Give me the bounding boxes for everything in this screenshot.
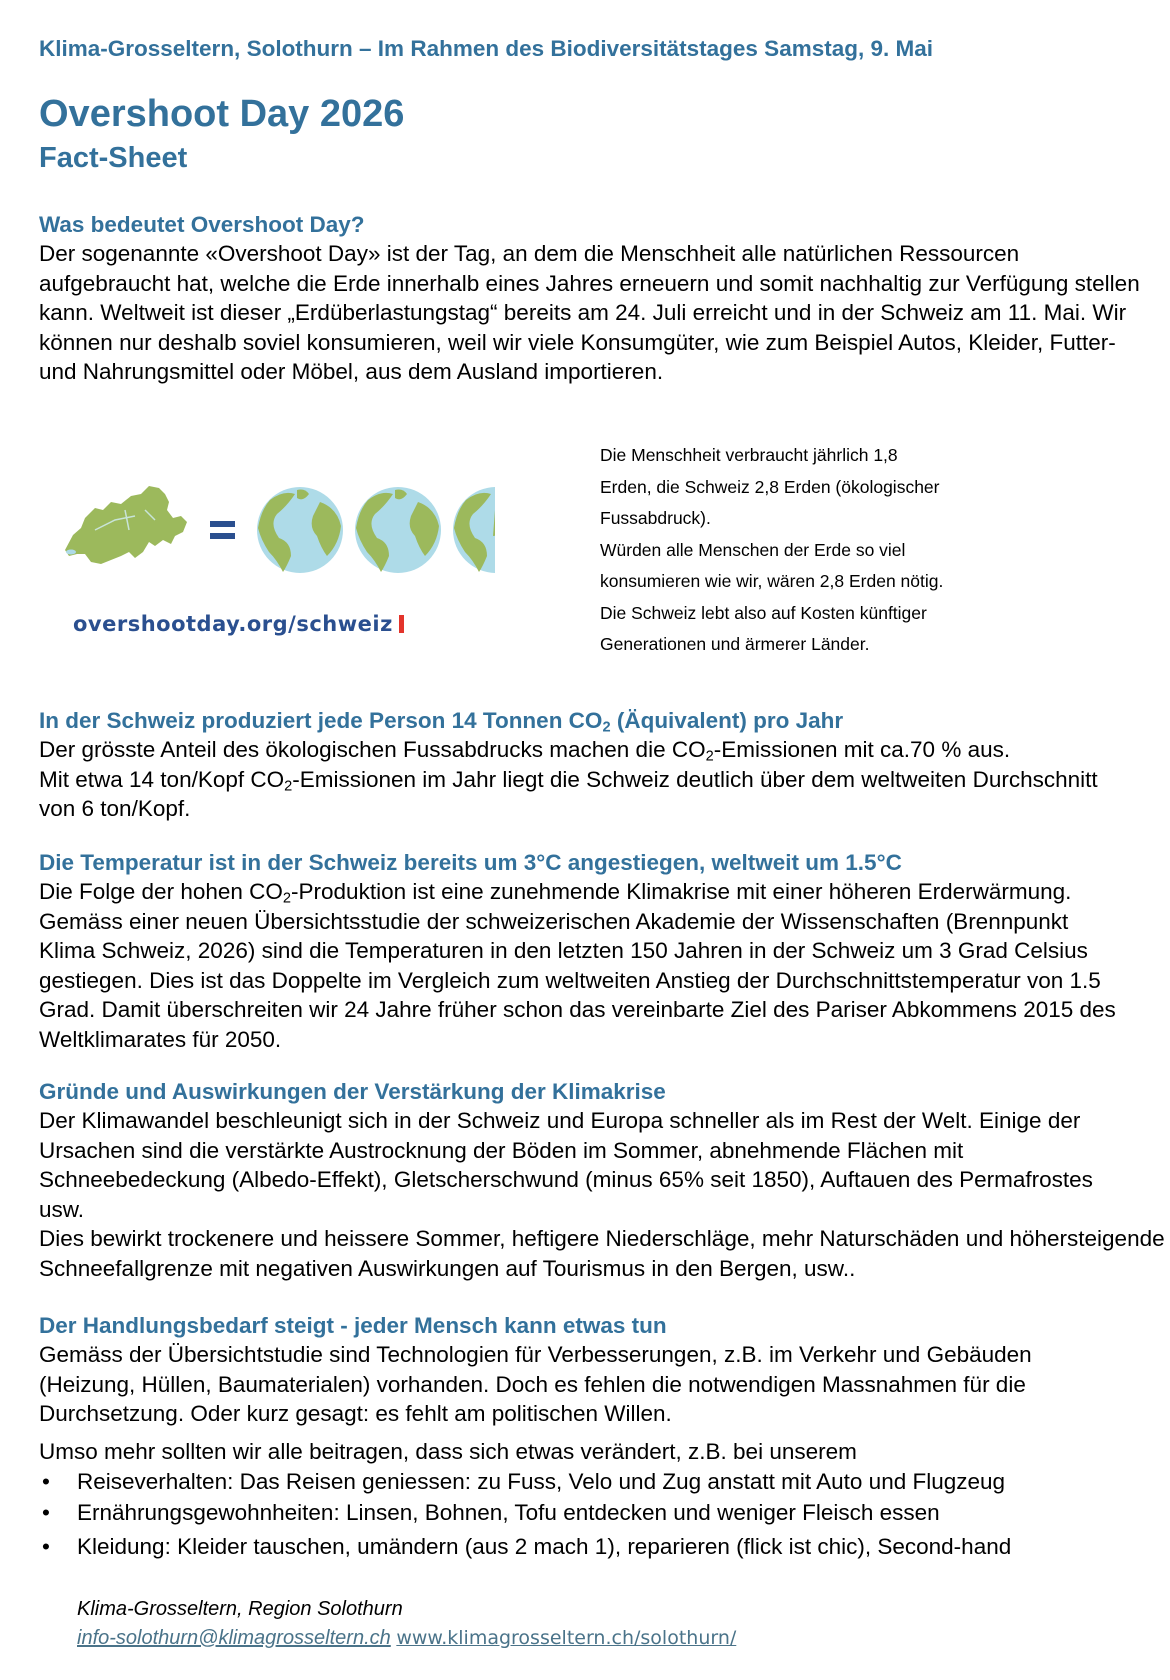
- footprint-info-box: [600, 440, 1030, 661]
- switzerland-map-icon: [65, 486, 187, 564]
- info-line: Generationen und ärmerer Länder.: [600, 634, 870, 654]
- section-call-to-action: [39, 1312, 1139, 1562]
- overshootday-link[interactable]: [73, 612, 404, 636]
- section-body: Der grösste Anteil des ökologischen Fussabdrucks machen die $CO_2$-Emissionen mit ca.70 % aus. Mit etwa 14 ton/Kopf $CO_2$-Emissionen im Jahr liegt die Schweiz deutlich über dem weltweiten Durchschnitt von 6 ton/Kopf.: [39, 737, 1098, 821]
- page-title: Overshoot Day 2026: [39, 93, 405, 135]
- bullet-icon: •: [42, 1500, 50, 1525]
- bullet-icon: •: [42, 1469, 50, 1494]
- footer-organization: Klima-Grosseltern, Region Solothurn: [77, 1598, 403, 1620]
- overshootday-link-text[interactable]: overshootday.org/schweiz: [73, 612, 393, 636]
- section-body: Gemäss der Übersichtstudie sind Technologien für Verbesserungen, z.B. im Verkehr und Gebäuden (Heizung, Hüllen, Baumaterialen) vorhanden. Doch es fehlen die notwendigen Massnahmen für die Durchsetzung. Oder kurz gesagt: es fehlt am politischen Willen.: [39, 1342, 1032, 1426]
- action-list: [39, 1466, 1139, 1562]
- bullet-icon: •: [42, 1534, 50, 1559]
- info-line: Würden alle Menschen der Erde so viel: [600, 539, 906, 560]
- globe-icon: [257, 487, 343, 573]
- info-line: Die Schweiz lebt also auf Kosten künftiger: [600, 602, 927, 623]
- context-line: Klima-Grosseltern, Solothurn – Im Rahmen des Biodiversitätstages Samstag, 9. Mai: [39, 36, 934, 61]
- section-temperature: [39, 849, 1129, 1054]
- info-line: Die Menschheit verbraucht jährlich 1,8: [600, 445, 898, 465]
- action-item: • Reiseverhalten: Das Reisen geniessen: zu Fuss, Velo und Zug anstatt mit Auto und Flugzeug: [39, 1466, 1139, 1497]
- graphic-svg: [55, 480, 535, 590]
- info-line: Erden, die Schweiz 2,8 Erden (ökologischer: [600, 476, 940, 497]
- section-heading: Gründe und Auswirkungen der Verstärkung der Klimakrise: [39, 1079, 666, 1104]
- info-line: Fussabdruck).: [600, 508, 711, 528]
- section-heading: In der Schweiz produziert jede Person 14 Tonnen $CO_2$ (Äquivalent) pro Jahr: [39, 708, 844, 736]
- equals-icon: [210, 521, 235, 539]
- section-what-is-overshoot-day: [39, 211, 1139, 387]
- section-heading: Die Temperatur ist in der Schweiz bereits um 3°C angestiegen, weltweit um 1.5°C: [39, 850, 902, 875]
- email-link[interactable]: info-solothurn@klimagrosseltern.ch: [77, 1627, 391, 1649]
- page-subtitle: Fact-Sheet: [39, 142, 188, 174]
- section-body: Dies bewirkt trockenere und heissere Sommer, heftigere Niederschläge, mehr Naturschäden und höhersteigende Schneefallgrenze mit negativen Auswirkungen auf Tourismus in den Bergen, usw..: [39, 1226, 1165, 1281]
- section-heading: Der Handlungsbedarf steigt - jeder Mensch kann etwas tun: [39, 1313, 667, 1338]
- footer: [77, 1595, 736, 1653]
- section-body: Der sogenannte «Overshoot Day» ist der Tag, an dem die Menschheit alle natürlichen Ressourcen aufgebraucht hat, welche die Erde innerhalb eines Jahres erneuern und somit nachhaltig zur Verfügung stellen kann. Weltweit ist dieser „Erdüberlastungstag“ bereits am 24. Juli erreicht und in der Schweiz am 11. Mai. Wir können nur deshalb soviel konsumieren, weil wir viele Konsumgüter, wie zum Beispiel Autos, Kleider, Futter- und Nahrungsmittel oder Möbel, aus dem Ausland importieren.: [39, 241, 1140, 384]
- action-intro: Umso mehr sollten wir alle beitragen, dass sich etwas verändert, z.B. bei unserem: [39, 1438, 857, 1464]
- website-link[interactable]: www.klimagrosseltern.ch/solothurn/: [396, 1627, 737, 1649]
- section-body: Die Folge der hohen $CO_2$-Produktion ist eine zunehmende Klimakrise mit einer höheren Erderwärmung. Gemäss einer neuen Übersichtsstudie der schweizerischen Akademie der Wissenschaften (Brennpunkt Klima Schweiz, 2026) sind die Temperaturen in den letzten 150 Jahren in der Schweiz um 3 Grad Celsius gestiegen. Dies ist das Doppelte im Vergleich zum weltweiten Anstieg der Durchschnittstemperatur von 1.5 Grad. Damit überschreiten wir 24 Jahre früher schon das vereinbarte Ziel des Pariser Abkommens 2015 des Weltklimarates für 2050.: [39, 879, 1116, 1052]
- section-co2-per-person: [39, 707, 1139, 824]
- section-heading: Was bedeutet Overshoot Day?: [39, 212, 365, 237]
- section-body: Der Klimawandel beschleunigt sich in der Schweiz und Europa schneller als im Rest der Welt. Einige der Ursachen sind die verstärkte Austrocknung der Böden im Sommer, abnehmende Flächen mit Schneebedeckung (Albedo-Effekt), Gletscherschwund (minus 65% seit 1850), Auftauen des Permafrostes usw.: [39, 1108, 1093, 1222]
- swiss-flag-bar-icon: [399, 615, 404, 633]
- info-line: konsumieren wie wir, wären 2,8 Erden nötig.: [600, 571, 944, 591]
- partial-globe-icon: [453, 487, 535, 573]
- globe-icon: [355, 487, 441, 573]
- action-item: • Ernährungsgewohnheiten: Linsen, Bohnen, Tofu entdecken und weniger Fleisch essen: [39, 1497, 1139, 1528]
- section-causes-effects: [39, 1078, 1165, 1283]
- action-item: • Kleidung: Kleider tauschen, umändern (aus 2 mach 1), reparieren (flick ist chic), Second-hand: [39, 1531, 1139, 1562]
